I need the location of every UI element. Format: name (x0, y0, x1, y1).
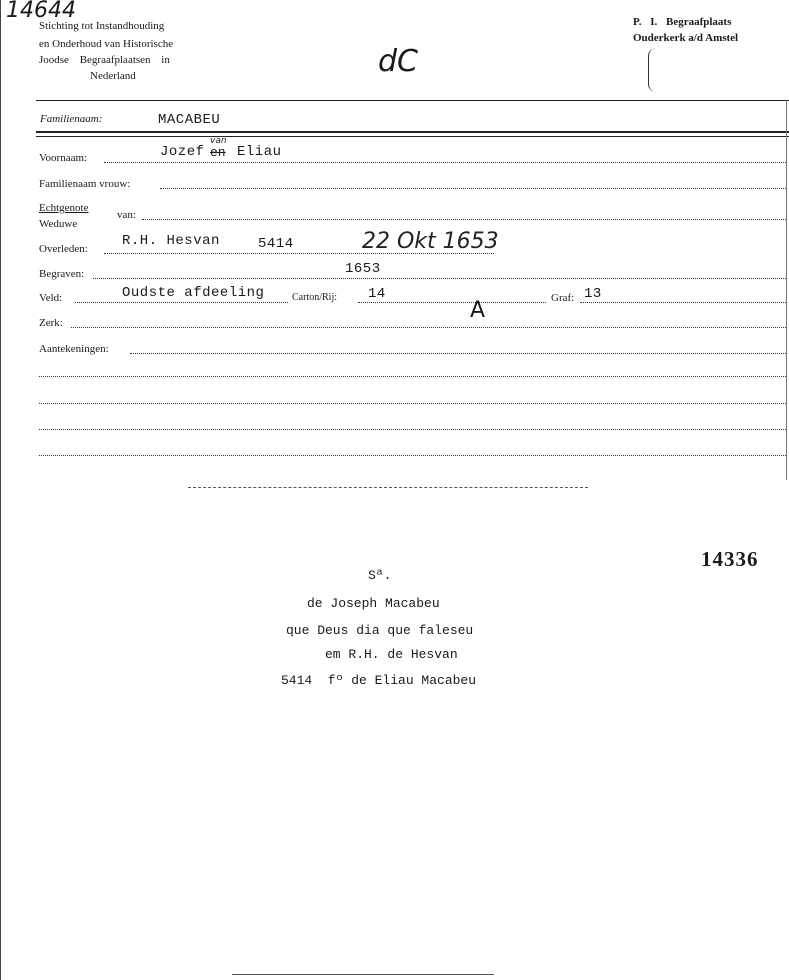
org-line-4: Nederland (90, 70, 136, 82)
inscription-line-1: Sª. (368, 568, 392, 583)
familienaam-value: MACABEU (158, 112, 221, 128)
card-bottom-edge (188, 487, 588, 488)
header-rule-1 (36, 100, 789, 101)
inscription-number: 14336 (701, 547, 759, 571)
zerk-label: Zerk: (39, 317, 63, 329)
veld-label: Veld: (39, 292, 63, 304)
inscription-line-4: em R.H. de Hesvan (325, 647, 458, 662)
graf-dots (580, 302, 786, 303)
weduwe-label: Weduwe (39, 218, 78, 230)
overleden-label: Overleden: (39, 243, 88, 255)
carton-value: 14 (368, 286, 386, 302)
veld-dots (75, 302, 288, 303)
begraven-label: Begraven: (39, 268, 85, 280)
begraven-dots (93, 278, 786, 279)
note-line-2 (39, 403, 786, 404)
carton-label: Carton/Rij: (292, 292, 337, 303)
graf-value: 13 (584, 286, 602, 302)
header-rule-2 (36, 131, 789, 133)
voornaam-value: Jozef (160, 144, 205, 160)
echtgenote-dots (142, 219, 786, 220)
inscription-line-5: 5414 fº de Eliau Macabeu (281, 673, 477, 688)
voornaam-dots (104, 162, 786, 163)
page-bottom-edge (232, 974, 494, 975)
carton-dots (358, 302, 546, 303)
veld-value: Oudste afdeeling (122, 285, 265, 301)
header-rule-3 (36, 136, 789, 137)
voornaam-correction: van (210, 136, 227, 146)
familienaam-vrouw-label: Familienaam vrouw: (39, 178, 131, 190)
aantekeningen-dots (130, 353, 786, 354)
note-line-4 (39, 455, 786, 456)
org-line-2: en Onderhoud van Historische (39, 38, 174, 50)
inscription-line-2: de Joseph Macabeu (307, 596, 440, 611)
left-border (0, 0, 1, 980)
voornaam-label: Voornaam: (39, 152, 88, 164)
familienaam-vrouw-dots (160, 188, 786, 189)
graf-label: Graf: (551, 292, 575, 304)
echtgenote-van-label: van: (117, 209, 136, 221)
handwritten-bracket (648, 48, 657, 92)
org-line-3: Joodse Begraafplaatsen in (39, 54, 170, 66)
card-right-edge (786, 100, 787, 480)
note-line-3 (39, 429, 786, 430)
note-line-1 (39, 376, 786, 377)
familienaam-label: Familienaam: (40, 113, 103, 125)
overleden-handwritten-date: 22 Okt 1653 (362, 229, 499, 254)
voornaam-value-extra: Eliau (237, 144, 282, 160)
aantekeningen-label: Aantekeningen: (39, 343, 109, 355)
inscription-line-3: que Deus dia que faleseu (286, 623, 474, 638)
org-line-1: Stichting tot Instandhouding (39, 20, 165, 32)
zerk-handwritten-value: A (470, 298, 486, 323)
center-handwritten-mark: dC (378, 44, 418, 79)
archive-number: 14644 (6, 0, 76, 23)
begraven-value: 1653 (345, 261, 381, 277)
zerk-dots (71, 327, 786, 328)
cemetery-line-2: Ouderkerk a/d Amstel (633, 32, 739, 44)
voornaam-struck: en (210, 145, 226, 160)
overleden-year: 5414 (258, 236, 294, 252)
echtgenote-label: Echtgenote (39, 202, 89, 214)
overleden-value: R.H. Hesvan (122, 233, 220, 249)
cemetery-line-1: P. I. Begraafplaats (633, 16, 732, 28)
